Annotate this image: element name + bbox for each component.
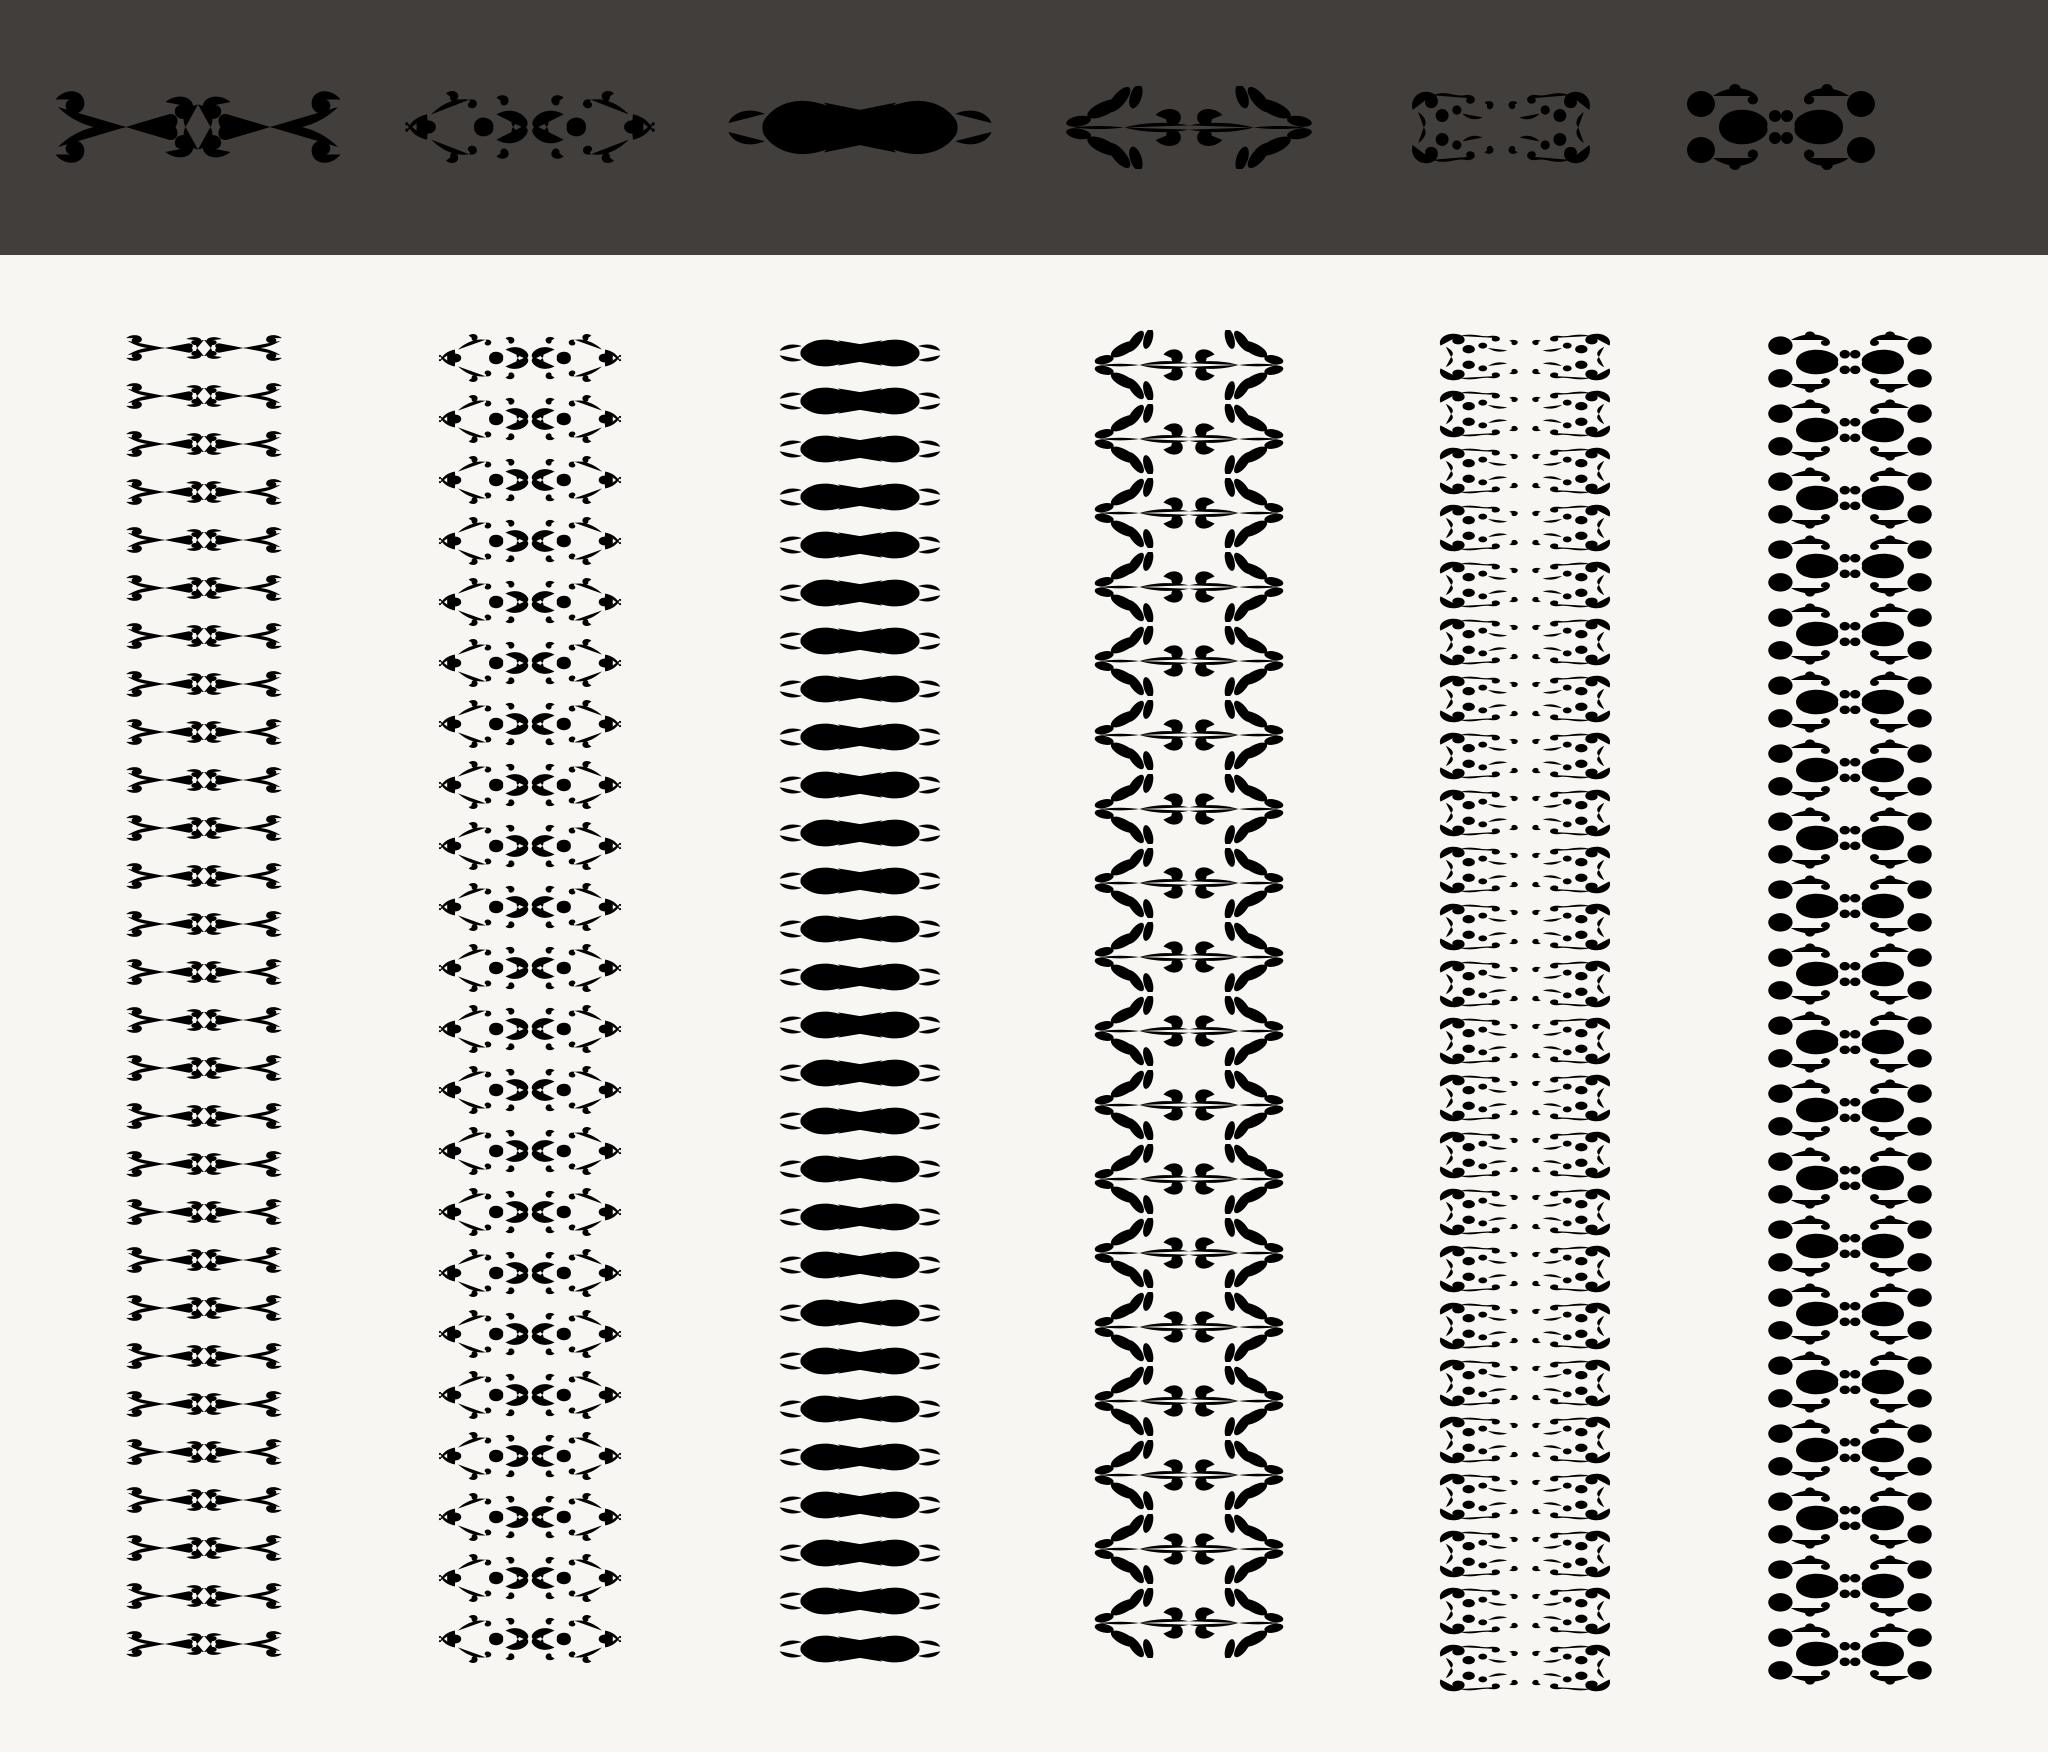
ornament-repeat bbox=[1437, 843, 1613, 897]
ornament-repeat bbox=[122, 906, 286, 942]
ornament-repeat bbox=[1093, 1366, 1285, 1436]
ornament-repeat bbox=[1763, 1622, 1937, 1686]
ornament-repeat bbox=[1093, 552, 1285, 622]
ornament-repeat bbox=[1763, 1078, 1937, 1142]
ornament-repeat bbox=[777, 1290, 943, 1336]
ornament-repeat bbox=[438, 1489, 622, 1545]
ornament-repeat bbox=[777, 1626, 943, 1672]
ornament-repeat bbox=[1093, 1514, 1285, 1584]
ornament-repeat bbox=[1437, 1413, 1613, 1467]
ornament-repeat bbox=[1437, 1527, 1613, 1581]
ornament-repeat bbox=[438, 1428, 622, 1484]
ornament-repeat bbox=[122, 1482, 286, 1518]
ornament-repeat bbox=[122, 714, 286, 750]
ornament-repeat bbox=[1093, 1070, 1285, 1140]
ornament-repeat bbox=[777, 906, 943, 952]
ornament-repeat bbox=[1093, 626, 1285, 696]
ornament-repeat bbox=[1437, 1584, 1613, 1638]
ornament-repeat bbox=[1763, 466, 1937, 530]
ornament-repeat bbox=[1437, 1014, 1613, 1068]
ornament-repeat bbox=[777, 954, 943, 1000]
ornament-repeat bbox=[1437, 672, 1613, 726]
ornament-repeat bbox=[1437, 1470, 1613, 1524]
ornament-repeat bbox=[438, 940, 622, 996]
ornament-repeat bbox=[1763, 874, 1937, 938]
ornament-repeat bbox=[1437, 1128, 1613, 1182]
banner-ornament-5 bbox=[1409, 86, 1593, 169]
ornament-repeat bbox=[777, 1338, 943, 1384]
ornament-repeat bbox=[1437, 1071, 1613, 1125]
ornament-repeat bbox=[1763, 1554, 1937, 1618]
ornament-repeat bbox=[1093, 1440, 1285, 1510]
ornament-repeat bbox=[1763, 1214, 1937, 1278]
ornament-repeat bbox=[777, 1530, 943, 1576]
ornament-repeat bbox=[438, 1611, 622, 1667]
ornament-repeat bbox=[777, 330, 943, 376]
ornament-repeat bbox=[777, 474, 943, 520]
ornament-repeat bbox=[1763, 1486, 1937, 1550]
ornament-repeat bbox=[122, 1242, 286, 1278]
header-banner bbox=[0, 0, 2048, 255]
ornament-repeat bbox=[777, 1098, 943, 1144]
ornament-repeat bbox=[1437, 1641, 1613, 1695]
ornament-repeat bbox=[1437, 1242, 1613, 1296]
ornament-repeat bbox=[1437, 615, 1613, 669]
ornament-column-4 bbox=[1093, 330, 1285, 1658]
ornament-repeat bbox=[777, 1386, 943, 1432]
banner-ornament-1 bbox=[48, 77, 348, 177]
ornament-column-6 bbox=[1763, 330, 1937, 1686]
ornament-repeat bbox=[438, 574, 622, 630]
ornament-repeat bbox=[438, 635, 622, 691]
ornament-repeat bbox=[438, 1001, 622, 1057]
ornament-repeat bbox=[777, 858, 943, 904]
ornament-repeat bbox=[1763, 1282, 1937, 1346]
ornament-repeat bbox=[438, 513, 622, 569]
ornament-repeat bbox=[122, 858, 286, 894]
ornament-repeat bbox=[122, 1434, 286, 1470]
ornament-repeat bbox=[122, 762, 286, 798]
ornament-repeat bbox=[1093, 330, 1285, 400]
ornament-repeat bbox=[1763, 602, 1937, 666]
spiral-knot-divider-icon bbox=[1409, 86, 1593, 169]
ornament-repeat bbox=[438, 391, 622, 447]
ornament-repeat bbox=[1437, 786, 1613, 840]
ornament-repeat bbox=[1763, 1418, 1937, 1482]
ornament-repeat bbox=[777, 762, 943, 808]
ornament-repeat bbox=[438, 1184, 622, 1240]
ornament-repeat bbox=[1437, 444, 1613, 498]
ornament-repeat bbox=[122, 1194, 286, 1230]
ornament-repeat bbox=[438, 1062, 622, 1118]
loop-scroll-divider-icon bbox=[1681, 82, 1881, 172]
ornament-repeat bbox=[438, 757, 622, 813]
ornament-repeat bbox=[777, 1002, 943, 1048]
ornament-repeat bbox=[777, 666, 943, 712]
ornament-column-2 bbox=[438, 330, 622, 1667]
ornament-repeat bbox=[1437, 1356, 1613, 1410]
ornament-repeat bbox=[1093, 404, 1285, 474]
ornament-repeat bbox=[777, 1482, 943, 1528]
ornament-repeat bbox=[438, 1245, 622, 1301]
ornament-repeat bbox=[122, 1626, 286, 1662]
ornament-repeat bbox=[1763, 330, 1937, 394]
ornament-repeat bbox=[122, 1098, 286, 1134]
ornament-repeat bbox=[122, 618, 286, 654]
lace-swirl-divider-icon bbox=[404, 85, 656, 169]
ornament-repeat bbox=[1763, 942, 1937, 1006]
ornament-repeat bbox=[438, 1123, 622, 1179]
ornament-repeat bbox=[777, 714, 943, 760]
ornament-repeat bbox=[1763, 1350, 1937, 1414]
ornament-repeat bbox=[1437, 387, 1613, 441]
foliate-leaf-divider-icon bbox=[1064, 86, 1314, 169]
ornament-repeat bbox=[1437, 1299, 1613, 1353]
ornament-repeat bbox=[1763, 738, 1937, 802]
ornament-repeat bbox=[122, 1578, 286, 1614]
banner-ornament-4 bbox=[1064, 86, 1314, 169]
ornament-repeat bbox=[777, 810, 943, 856]
ornament-repeat bbox=[777, 1578, 943, 1624]
ornament-repeat bbox=[1093, 996, 1285, 1066]
ornament-repeat bbox=[1437, 501, 1613, 555]
ornament-repeat bbox=[122, 1530, 286, 1566]
ornament-column-1 bbox=[122, 330, 286, 1662]
ornament-repeat bbox=[122, 570, 286, 606]
ornament-column-5 bbox=[1437, 330, 1613, 1695]
ornament-repeat bbox=[122, 954, 286, 990]
ornament-repeat bbox=[122, 1386, 286, 1422]
ornament-repeat bbox=[777, 570, 943, 616]
ornament-repeat bbox=[1093, 1218, 1285, 1288]
ornament-repeat bbox=[777, 1242, 943, 1288]
ornament-repeat bbox=[777, 378, 943, 424]
banner-ornament-3 bbox=[724, 82, 996, 173]
banner-ornament-2 bbox=[404, 85, 656, 169]
ornament-repeat bbox=[438, 818, 622, 874]
ornament-repeat bbox=[777, 618, 943, 664]
ornament-repeat bbox=[438, 696, 622, 752]
ornament-repeat bbox=[438, 1306, 622, 1362]
ornament-repeat bbox=[1093, 1588, 1285, 1658]
ornament-repeat bbox=[1093, 700, 1285, 770]
banner-ornament-6 bbox=[1681, 82, 1881, 172]
bold-scroll-divider-icon bbox=[48, 77, 348, 177]
ornament-repeat bbox=[122, 1050, 286, 1086]
ornament-repeat bbox=[1763, 1146, 1937, 1210]
ornament-repeat bbox=[122, 666, 286, 702]
ornament-repeat bbox=[122, 522, 286, 558]
ornament-repeat bbox=[438, 1550, 622, 1606]
ornament-repeat bbox=[1093, 1144, 1285, 1214]
ornament-repeat bbox=[1437, 957, 1613, 1011]
ornament-repeat bbox=[438, 1367, 622, 1423]
ornament-repeat bbox=[1763, 398, 1937, 462]
ornament-repeat bbox=[122, 330, 286, 366]
ornament-repeat bbox=[1763, 534, 1937, 598]
ornament-repeat bbox=[438, 452, 622, 508]
cross-swirl-divider-icon bbox=[724, 82, 996, 173]
ornament-repeat bbox=[1093, 922, 1285, 992]
ornament-repeat bbox=[122, 378, 286, 414]
ornament-repeat bbox=[1437, 900, 1613, 954]
ornament-repeat bbox=[1093, 848, 1285, 918]
ornament-repeat bbox=[122, 1290, 286, 1326]
ornament-repeat bbox=[122, 426, 286, 462]
ornament-repeat bbox=[777, 522, 943, 568]
ornament-repeat bbox=[1763, 1010, 1937, 1074]
ornament-repeat bbox=[438, 330, 622, 386]
ornament-repeat bbox=[1437, 330, 1613, 384]
ornament-repeat bbox=[1437, 729, 1613, 783]
ornament-repeat bbox=[122, 1002, 286, 1038]
ornament-repeat bbox=[1437, 558, 1613, 612]
ornament-repeat bbox=[777, 1194, 943, 1240]
ornament-repeat bbox=[777, 1050, 943, 1096]
ornament-repeat bbox=[1093, 478, 1285, 548]
ornament-repeat bbox=[777, 1434, 943, 1480]
ornament-repeat bbox=[438, 879, 622, 935]
ornament-repeat bbox=[1093, 774, 1285, 844]
ornament-repeat bbox=[777, 1146, 943, 1192]
ornament-repeat bbox=[122, 1338, 286, 1374]
ornament-column-3 bbox=[777, 330, 943, 1672]
ornament-repeat bbox=[122, 1146, 286, 1182]
ornament-repeat bbox=[1093, 1292, 1285, 1362]
ornament-repeat bbox=[777, 426, 943, 472]
ornament-repeat bbox=[122, 474, 286, 510]
ornament-repeat bbox=[1763, 670, 1937, 734]
ornament-repeat bbox=[1763, 806, 1937, 870]
ornament-repeat bbox=[1437, 1185, 1613, 1239]
ornament-repeat bbox=[122, 810, 286, 846]
